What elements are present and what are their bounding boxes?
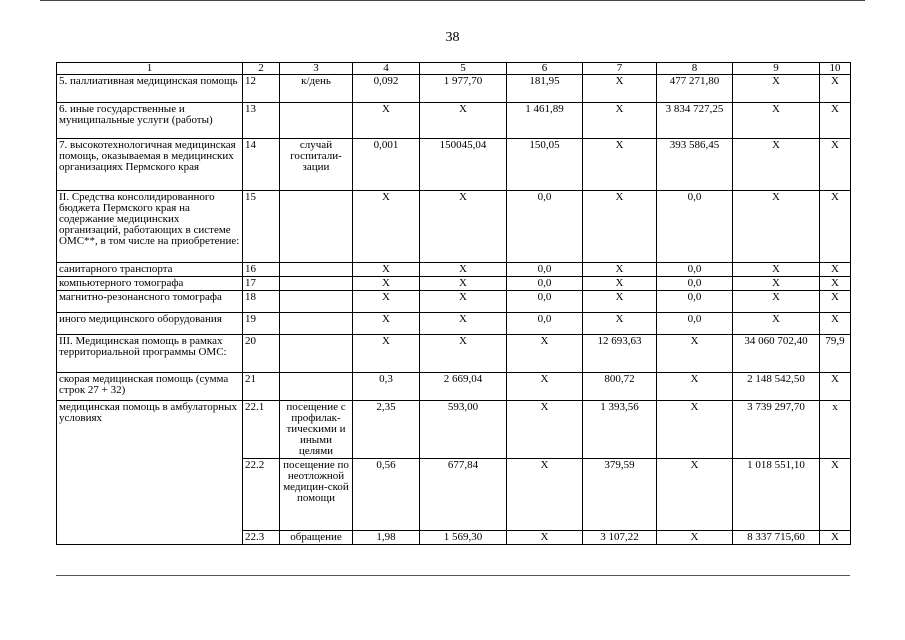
row-code: 21 xyxy=(243,373,280,401)
row-code: 16 xyxy=(243,263,280,277)
table-row xyxy=(57,401,851,459)
row-unit: посещение с профилак-тическими и иными целями xyxy=(280,401,353,459)
row-name: магнитно-резонансного томографа xyxy=(57,291,243,313)
value-c7: 379,59 xyxy=(583,459,657,531)
table-row xyxy=(57,291,851,313)
table-row xyxy=(57,313,851,335)
value-c10: X xyxy=(820,75,851,103)
value-c7: X xyxy=(583,313,657,335)
value-c9: 3 739 297,70 xyxy=(733,401,820,459)
value-c7: X xyxy=(583,103,657,139)
value-c10: X xyxy=(820,191,851,263)
value-c10: X xyxy=(820,459,851,531)
column-number-10: 10 xyxy=(820,63,851,75)
value-c10: X xyxy=(820,277,851,291)
table-row xyxy=(57,139,851,191)
value-c4: 2,35 xyxy=(353,401,420,459)
value-c8: 477 271,80 xyxy=(657,75,733,103)
value-c6: X xyxy=(507,401,583,459)
value-c6: X xyxy=(507,531,583,545)
row-code: 20 xyxy=(243,335,280,373)
table-row xyxy=(57,263,851,277)
row-name: II. Средства консолидированного бюджета Пермского края на содержание медицинских организаций, работающих в системе ОМС**, в том числе на приобретение: xyxy=(57,191,243,263)
value-c9: X xyxy=(733,103,820,139)
value-c9: X xyxy=(733,191,820,263)
value-c6: 0,0 xyxy=(507,277,583,291)
value-c4: 0,092 xyxy=(353,75,420,103)
value-c6: X xyxy=(507,373,583,401)
row-name: медицинская помощь в амбулаторных условиях xyxy=(57,401,243,545)
row-code: 19 xyxy=(243,313,280,335)
value-c10: X xyxy=(820,263,851,277)
page-bottom-line xyxy=(56,575,850,576)
value-c6: X xyxy=(507,335,583,373)
value-c6: 0,0 xyxy=(507,191,583,263)
row-unit xyxy=(280,291,353,313)
column-number-7: 7 xyxy=(583,63,657,75)
value-c7: 800,72 xyxy=(583,373,657,401)
row-unit: случай госпитали-зации xyxy=(280,139,353,191)
value-c4: 1,98 xyxy=(353,531,420,545)
row-name: III. Медицинская помощь в рамках территориальной программы ОМС: xyxy=(57,335,243,373)
column-number-6: 6 xyxy=(507,63,583,75)
value-c7: X xyxy=(583,263,657,277)
row-name: иного медицинского оборудования xyxy=(57,313,243,335)
value-c5: 1 977,70 xyxy=(420,75,507,103)
row-name: 5. паллиативная медицинская помощь xyxy=(57,75,243,103)
table-row xyxy=(57,191,851,263)
row-unit xyxy=(280,191,353,263)
value-c8: X xyxy=(657,401,733,459)
value-c10: X xyxy=(820,531,851,545)
row-unit: посещение по неотложной медицин-ской помощи xyxy=(280,459,353,531)
value-c10: X xyxy=(820,139,851,191)
table-row xyxy=(57,103,851,139)
value-c6: 181,95 xyxy=(507,75,583,103)
row-unit xyxy=(280,313,353,335)
value-c4: 0,3 xyxy=(353,373,420,401)
value-c9: 34 060 702,40 xyxy=(733,335,820,373)
row-unit xyxy=(280,263,353,277)
row-unit xyxy=(280,103,353,139)
value-c10: X xyxy=(820,373,851,401)
header-row xyxy=(57,63,851,75)
row-name: компьютерного томографа xyxy=(57,277,243,291)
row-name: санитарного транспорта xyxy=(57,263,243,277)
value-c10: x xyxy=(820,401,851,459)
value-c6: 0,0 xyxy=(507,313,583,335)
value-c9: X xyxy=(733,75,820,103)
value-c8: X xyxy=(657,373,733,401)
value-c7: 3 107,22 xyxy=(583,531,657,545)
value-c6: 0,0 xyxy=(507,263,583,277)
value-c4: X xyxy=(353,263,420,277)
row-unit xyxy=(280,373,353,401)
value-c7: X xyxy=(583,191,657,263)
row-code: 22.3 xyxy=(243,531,280,545)
value-c4: X xyxy=(353,335,420,373)
value-c9: X xyxy=(733,263,820,277)
column-number-8: 8 xyxy=(657,63,733,75)
column-number-1: 1 xyxy=(57,63,243,75)
table-row xyxy=(57,75,851,103)
value-c8: 3 834 727,25 xyxy=(657,103,733,139)
table-row xyxy=(57,335,851,373)
value-c7: 1 393,56 xyxy=(583,401,657,459)
value-c8: 393 586,45 xyxy=(657,139,733,191)
page-number: 38 xyxy=(445,30,460,45)
value-c6: 150,05 xyxy=(507,139,583,191)
row-code: 18 xyxy=(243,291,280,313)
value-c10: X xyxy=(820,291,851,313)
value-c6: 1 461,89 xyxy=(507,103,583,139)
value-c10: X xyxy=(820,313,851,335)
row-unit xyxy=(280,335,353,373)
value-c9: X xyxy=(733,277,820,291)
value-c10: 79,9 xyxy=(820,335,851,373)
value-c7: X xyxy=(583,75,657,103)
value-c8: 0,0 xyxy=(657,263,733,277)
value-c4: 0,001 xyxy=(353,139,420,191)
value-c8: 0,0 xyxy=(657,277,733,291)
row-code: 12 xyxy=(243,75,280,103)
value-c7: X xyxy=(583,139,657,191)
value-c8: 0,0 xyxy=(657,191,733,263)
row-name: 6. иные государственные и муниципальные услуги (работы) xyxy=(57,103,243,139)
row-code: 15 xyxy=(243,191,280,263)
value-c9: 1 018 551,10 xyxy=(733,459,820,531)
value-c6: 0,0 xyxy=(507,291,583,313)
value-c5: 1 569,30 xyxy=(420,531,507,545)
row-code: 22.1 xyxy=(243,401,280,459)
value-c5: X xyxy=(420,103,507,139)
value-c9: X xyxy=(733,139,820,191)
table-row xyxy=(57,277,851,291)
budget-table xyxy=(56,62,851,545)
value-c5: 2 669,04 xyxy=(420,373,507,401)
value-c8: 0,0 xyxy=(657,291,733,313)
row-code: 17 xyxy=(243,277,280,291)
value-c4: X xyxy=(353,277,420,291)
column-number-4: 4 xyxy=(353,63,420,75)
row-name: скорая медицинская помощь (сумма строк 27 + 32) xyxy=(57,373,243,401)
value-c5: 593,00 xyxy=(420,401,507,459)
value-c6: X xyxy=(507,459,583,531)
value-c9: X xyxy=(733,313,820,335)
value-c9: X xyxy=(733,291,820,313)
value-c8: X xyxy=(657,335,733,373)
value-c5: 150045,04 xyxy=(420,139,507,191)
column-number-3: 3 xyxy=(280,63,353,75)
table-row xyxy=(57,373,851,401)
value-c7: X xyxy=(583,291,657,313)
column-number-2: 2 xyxy=(243,63,280,75)
value-c9: 2 148 542,50 xyxy=(733,373,820,401)
value-c5: X xyxy=(420,277,507,291)
table-body xyxy=(57,63,851,545)
value-c8: X xyxy=(657,459,733,531)
value-c5: X xyxy=(420,335,507,373)
value-c4: X xyxy=(353,313,420,335)
value-c10: X xyxy=(820,103,851,139)
value-c9: 8 337 715,60 xyxy=(733,531,820,545)
value-c4: X xyxy=(353,103,420,139)
value-c5: 677,84 xyxy=(420,459,507,531)
row-unit: обращение xyxy=(280,531,353,545)
column-number-9: 9 xyxy=(733,63,820,75)
row-unit xyxy=(280,277,353,291)
value-c5: X xyxy=(420,191,507,263)
value-c5: X xyxy=(420,291,507,313)
row-unit: к/день xyxy=(280,75,353,103)
value-c7: 12 693,63 xyxy=(583,335,657,373)
row-code: 14 xyxy=(243,139,280,191)
row-code: 22.2 xyxy=(243,459,280,531)
value-c8: X xyxy=(657,531,733,545)
value-c4: 0,56 xyxy=(353,459,420,531)
value-c8: 0,0 xyxy=(657,313,733,335)
value-c5: X xyxy=(420,263,507,277)
column-number-5: 5 xyxy=(420,63,507,75)
row-code: 13 xyxy=(243,103,280,139)
value-c7: X xyxy=(583,277,657,291)
row-name: 7. высокотехнологичная медицинская помощь, оказываемая в медицинских организациях Пермского края xyxy=(57,139,243,191)
value-c4: X xyxy=(353,191,420,263)
value-c4: X xyxy=(353,291,420,313)
page-top-edge xyxy=(40,0,865,1)
value-c5: X xyxy=(420,313,507,335)
